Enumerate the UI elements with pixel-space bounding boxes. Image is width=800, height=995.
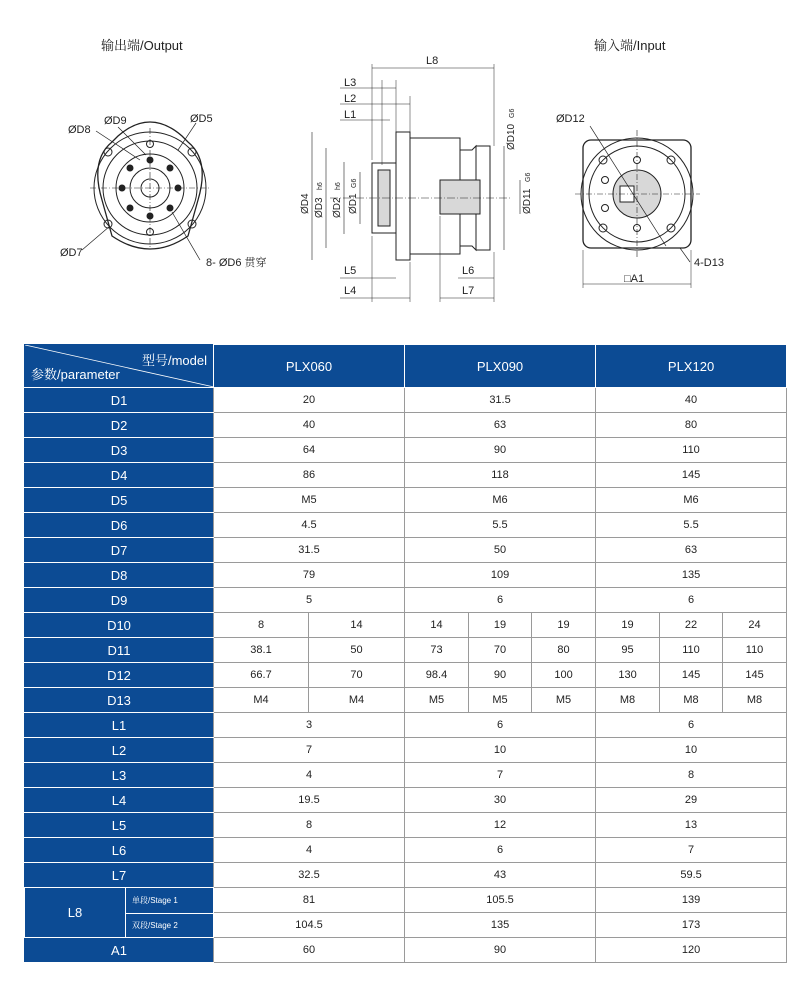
table-cell: M4 [309,688,405,713]
table-row [25,763,787,788]
input-view-title: 输入端/Input [594,38,666,53]
table-row [25,738,787,763]
table-cell: 8 [214,813,405,838]
table-row [25,488,787,513]
table-row [25,588,787,613]
param-label: D1 [25,388,214,413]
table-cell: 95 [596,638,660,663]
dim-label-d5: ØD5 [190,113,213,125]
dim-label-d6: 8- ØD6 贯穿 [206,257,267,269]
table-cell: 24 [723,613,787,638]
table-cell: 22 [660,613,723,638]
param-label: D8 [25,563,214,588]
dim-label-a1: □A1 [624,273,645,285]
table-cell: 13 [596,813,787,838]
dim-label-l8: L8 [426,55,439,67]
model-header: PLX060 [214,345,405,388]
table-cell: 7 [214,738,405,763]
table-row [25,388,787,413]
table-cell: 118 [405,463,596,488]
table-cell: 5 [214,588,405,613]
table-row [25,663,787,688]
table-row [25,688,787,713]
table-cell: 38.1 [214,638,309,663]
table-row [25,863,787,888]
table-cell: 120 [596,938,787,963]
table-cell: M5 [214,488,405,513]
model-header: PLX090 [405,345,596,388]
table-cell: 32.5 [214,863,405,888]
output-flange-view [82,122,210,260]
dim-label-l7: L7 [462,285,475,297]
table-cell: 3 [214,713,405,738]
table-row [25,788,787,813]
dim-label-l4: L4 [344,285,357,297]
table-cell: M5 [469,688,532,713]
table-cell: 12 [405,813,596,838]
table-cell: M6 [596,488,787,513]
dim-label-d10: ØD10 [506,123,517,150]
table-cell: 31.5 [214,538,405,563]
dim-label-l1: L1 [344,109,357,121]
l8-label: L8 [67,905,83,920]
table-cell: 6 [405,838,596,863]
table-cell: 80 [596,413,787,438]
dim-label-d11: ØD11 [522,188,533,214]
param-label: L1 [25,713,214,738]
dim-label-d10-tol: G6 [509,108,516,118]
table-cell: 90 [469,663,532,688]
param-label: L6 [25,838,214,863]
stage1-label: 单段/Stage 1 [126,888,215,914]
corner-param-label: 参数/parameter [31,367,120,382]
table-cell: 19.5 [214,788,405,813]
table-corner [25,345,214,388]
table-cell: 64 [214,438,405,463]
table-cell: 14 [405,613,469,638]
table-cell: 4 [214,838,405,863]
table-cell: M5 [405,688,469,713]
output-view-title: 输出端/Output [101,38,183,53]
table-cell: 43 [405,863,596,888]
param-label: D10 [25,613,214,638]
table-cell: 90 [405,438,596,463]
table-cell: 6 [405,713,596,738]
table-row [25,538,787,563]
dim-label-d11-tol: G6 [525,172,532,182]
param-label: D9 [25,588,214,613]
table-cell: 40 [214,413,405,438]
table-cell: 100 [532,663,596,688]
table-row [25,513,787,538]
table-row [25,463,787,488]
table-cell: 80 [532,638,596,663]
table-cell: 4.5 [214,513,405,538]
param-label: D4 [25,463,214,488]
dim-label-d8: ØD8 [68,124,91,136]
dim-label-d9: ØD9 [104,115,127,127]
table-row [25,563,787,588]
model-header: PLX120 [596,345,787,388]
table-row [25,438,787,463]
param-label: L3 [25,763,214,788]
table-cell: 29 [596,788,787,813]
dim-label-d3-tol: h6 [317,182,324,190]
param-label: L2 [25,738,214,763]
table-cell: 30 [405,788,596,813]
table-cell: 20 [214,388,405,413]
dim-label-d12: ØD12 [556,113,585,125]
table-cell: 145 [596,463,787,488]
table-row [25,613,787,638]
table-row [25,813,787,838]
table-cell: 5.5 [596,513,787,538]
table-cell: 73 [405,638,469,663]
table-cell: 59.5 [596,863,787,888]
param-label: D3 [25,438,214,463]
dim-label-d1: ØD1 [348,193,359,214]
param-label: D6 [25,513,214,538]
table-cell: 79 [214,563,405,588]
table-cell: 31.5 [405,388,596,413]
table-cell: 105.5 [405,888,596,913]
param-label: D2 [25,413,214,438]
table-cell: M5 [532,688,596,713]
table-cell: 6 [596,713,787,738]
table-row [25,938,787,963]
table-cell: 8 [214,613,309,638]
table-cell: 110 [596,438,787,463]
table-cell: 6 [596,588,787,613]
param-label: D13 [25,688,214,713]
table-cell: 6 [405,588,596,613]
drawing-canvas [0,0,800,330]
param-label [25,888,214,938]
table-cell: 60 [214,938,405,963]
dim-label-d3: ØD3 [314,197,325,218]
table-cell: 4 [214,763,405,788]
param-label: L7 [25,863,214,888]
table-row [25,638,787,663]
dim-label-l6: L6 [462,265,475,277]
table-cell: 19 [469,613,532,638]
table-cell: 63 [405,413,596,438]
param-label: A1 [25,938,214,963]
table-cell: 98.4 [405,663,469,688]
table-cell: 19 [596,613,660,638]
dim-label-l3: L3 [344,77,357,89]
spec-table [24,344,787,963]
table-cell: 173 [596,913,787,938]
table-cell: 7 [596,838,787,863]
dim-label-d1-tol: G6 [351,178,358,188]
table-cell: 135 [405,913,596,938]
table-cell: 14 [309,613,405,638]
table-cell: 50 [405,538,596,563]
table-cell: 63 [596,538,787,563]
spec-table-body [25,388,787,963]
dim-label-l5: L5 [344,265,357,277]
table-cell: 8 [596,763,787,788]
param-label: D11 [25,638,214,663]
dim-label-d7: ØD7 [60,247,83,259]
param-label: D5 [25,488,214,513]
param-label: D7 [25,538,214,563]
table-cell: 5.5 [405,513,596,538]
table-cell: 145 [723,663,787,688]
table-cell: 104.5 [214,913,405,938]
table-cell: 10 [405,738,596,763]
param-label: D12 [25,663,214,688]
table-cell: 10 [596,738,787,763]
dim-label-d13: 4-D13 [694,257,724,269]
stage2-label: 双段/Stage 2 [132,921,178,931]
param-label: L5 [25,813,214,838]
table-cell: 70 [309,663,405,688]
table-cell: 110 [660,638,723,663]
table-cell: 90 [405,938,596,963]
table-row [25,838,787,863]
table-cell: 40 [596,388,787,413]
table-cell: 135 [596,563,787,588]
input-flange-view [575,126,700,288]
dim-label-d2: ØD2 [332,197,343,218]
table-cell: 130 [596,663,660,688]
corner-model-label: 型号/model [141,353,207,368]
table-cell: 66.7 [214,663,309,688]
table-row [25,888,787,913]
table-cell: 145 [660,663,723,688]
table-cell: 7 [405,763,596,788]
table-cell: M8 [660,688,723,713]
table-cell: 50 [309,638,405,663]
dim-label-l2: L2 [344,93,357,105]
table-cell: 81 [214,888,405,913]
table-cell: M8 [596,688,660,713]
table-cell: 109 [405,563,596,588]
technical-drawings [0,0,800,330]
l8-stage-labels [125,888,215,937]
table-cell: 110 [723,638,787,663]
table-cell: 86 [214,463,405,488]
dim-label-d4: ØD4 [300,193,311,214]
table-row [25,713,787,738]
dim-label-d2-tol: h6 [335,182,342,190]
table-cell: M8 [723,688,787,713]
param-label: L4 [25,788,214,813]
table-cell: M6 [405,488,596,513]
table-cell: 70 [469,638,532,663]
table-row [25,413,787,438]
table-cell: 139 [596,888,787,913]
table-cell: 19 [532,613,596,638]
table-cell: M4 [214,688,309,713]
table-header-row [25,345,787,388]
